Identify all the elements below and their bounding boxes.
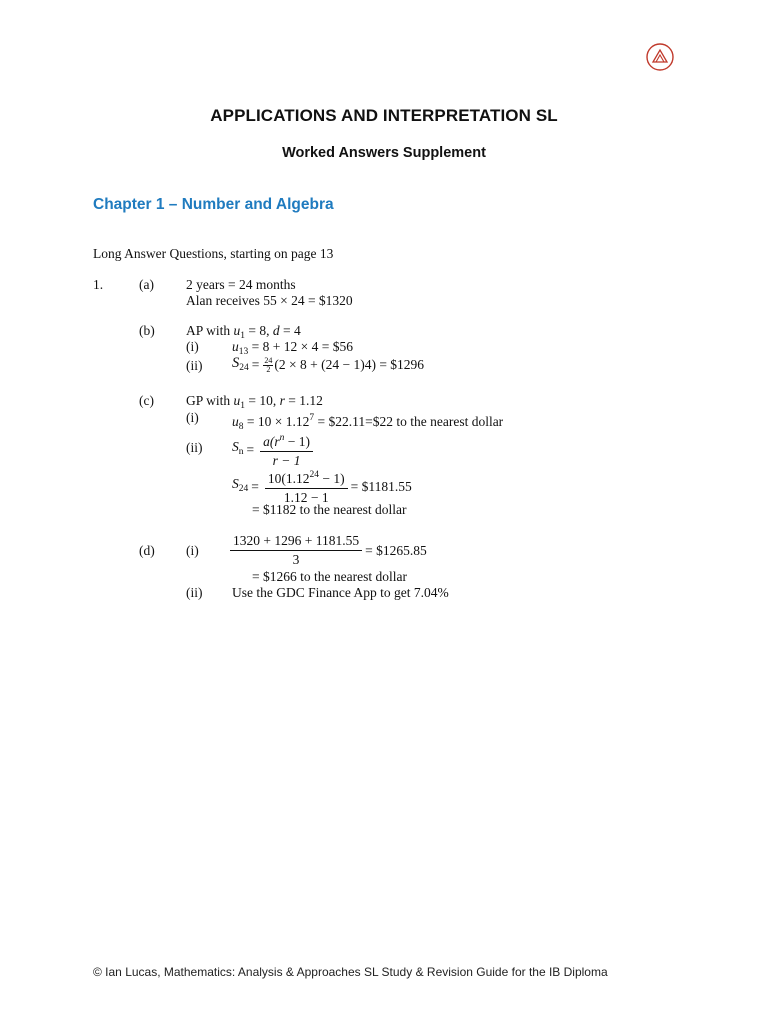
- page-title: APPLICATIONS AND INTERPRETATION SL: [210, 106, 558, 125]
- part-d-ii-text: Use the GDC Finance App to get 7.04%: [232, 585, 449, 600]
- intro-text: Long Answer Questions, starting on page 13: [93, 246, 334, 261]
- part-d-i-round: = $1266 to the nearest dollar: [252, 569, 407, 584]
- s24-result: = $1181.55: [350, 478, 412, 494]
- part-b-ii-label: (ii): [186, 358, 203, 373]
- part-c-ii-round: = $1182 to the nearest dollar: [252, 502, 407, 517]
- part-b-i-label: (i): [186, 339, 199, 354]
- part-c-intro: GP with $u_1 = 10$, r = 1.12: [186, 393, 323, 411]
- question-number: 1.: [93, 277, 104, 292]
- part-c-ii-label: (ii): [186, 440, 203, 455]
- mean-result: = $1265.85: [365, 542, 427, 558]
- part-c-label: (c): [139, 393, 154, 408]
- page-subtitle: Worked Answers Supplement: [282, 145, 486, 161]
- s24-numerator: $10(1.12^{24} - 1)$: [265, 467, 348, 489]
- part-c-ii-sn-formula: $S_n$ = $\frac{a(r^n - 1)}{r - 1}$: [232, 430, 316, 469]
- part-b-intro: AP with $u_1 = 8$, d = 4: [186, 323, 301, 341]
- part-b-ii-expr: $S_{24}$ = $\frac{24}{2}$ (2 × 8 + (24 − 1)4) = $1296: [232, 354, 425, 374]
- sn-numerator: $a(r^n - 1)$: [260, 430, 313, 452]
- part-d-i-label: (i): [186, 543, 199, 558]
- part-b-i-expr: $u_{13} = 8 + 12 \times 4$ = $56: [232, 339, 353, 357]
- part-c-i-expr: $u_8 = 10 \times 1.12^7$ = $22.11=$22 to the nearest dollar: [232, 413, 504, 432]
- chapter-heading: Chapter 1 – Number and Algebra: [93, 196, 334, 213]
- publisher-logo-icon: [645, 42, 675, 72]
- part-c-ii-s24-formula: $S_{24}$ = $\frac{10(1.12^{24} - 1)}{1.12 - 1}$ = $1181.55: [232, 467, 412, 506]
- sn-denominator: r − 1: [272, 453, 301, 468]
- part-c-i-label: (i): [186, 410, 199, 425]
- part-d-ii-label: (ii): [186, 585, 203, 600]
- part-a-line1: 2 years = 24 months: [186, 277, 296, 292]
- s24-denominator: 1.12 − 1: [283, 490, 329, 505]
- mean-numerator: 1320 + 1296 + 1181.55: [230, 533, 362, 551]
- part-b-ii-fraction: $\frac{24}{2}$: [264, 355, 273, 374]
- part-d-label: (d): [139, 543, 155, 558]
- part-d-i-expr: [230, 533, 427, 568]
- part-a-line2: Alan receives 55 × 24 = $1320: [186, 293, 353, 308]
- part-a-label: (a): [139, 277, 154, 292]
- part-b-label: (b): [139, 323, 155, 338]
- mean-denominator: 3: [292, 552, 300, 567]
- page-footer: © Ian Lucas, Mathematics: Analysis & Approaches SL Study & Revision Guide for the IB Diploma: [93, 965, 608, 979]
